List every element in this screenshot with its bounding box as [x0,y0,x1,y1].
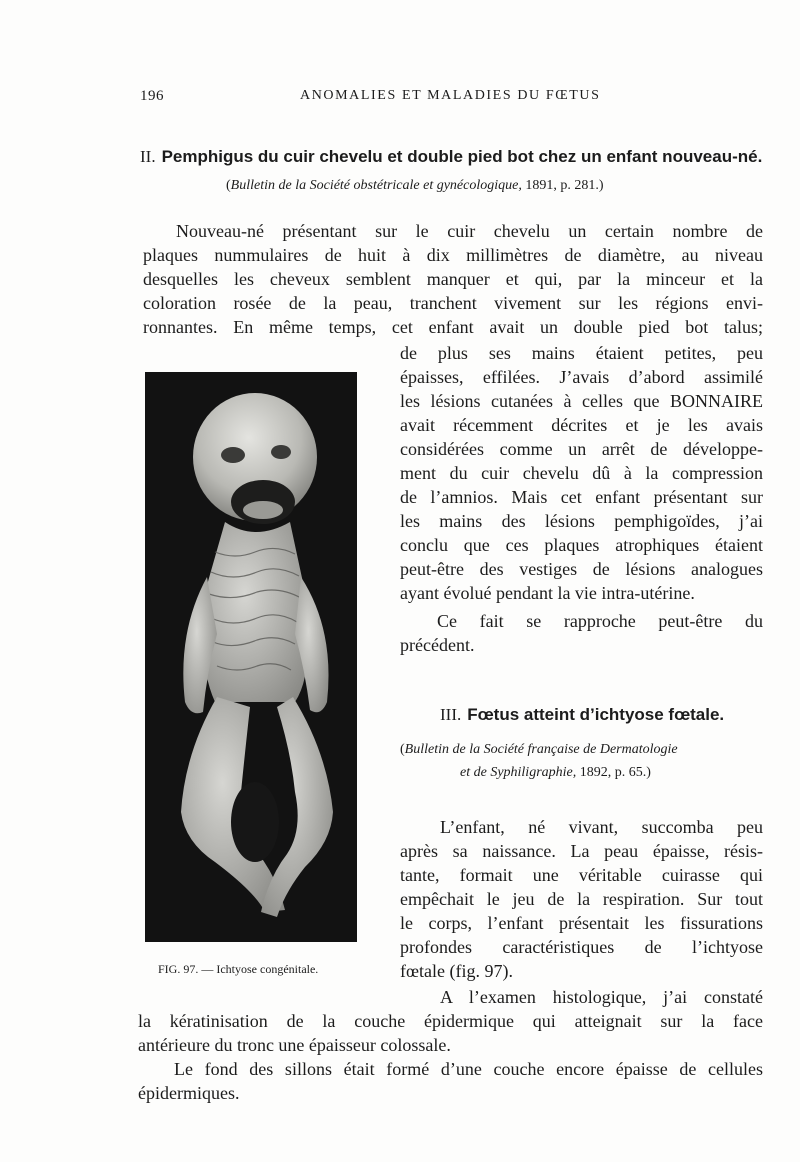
paragraph-line: fœtale (fig. 97). [400,961,513,981]
paragraph-line: après sa naissance. La peau épaisse, résis- [400,841,763,861]
paragraph-line: avait récemment décrites et je les avais [400,415,763,435]
figure-caption [158,962,318,977]
paragraph-line: tante, formait une véritable cuirasse qui [400,865,763,885]
section-ii-citation: (Bulletin de la Société obstétricale et gynécologique, 1891, p. 281.) [226,178,604,193]
fetus-photograph [145,372,357,942]
paragraph-line: desquelles les cheveux semblent manquer et qui, par la minceur et la [143,269,763,289]
section-iii-title: Fœtus atteint d’ichtyose fœtale. [467,705,725,724]
section-ii-citation-ref: 1891, p. 281. [521,178,599,193]
paragraph-line: profondes caractéristiques de l’ichtyose [400,937,763,957]
paragraph-line: ronnantes. En même temps, cet enfant avait un double pied bot talus; [143,317,763,337]
section-iii-number: III. [440,705,462,724]
paragraph-line: ayant évolué pendant la vie intra-utérine. [400,583,695,603]
figure-number: FIG. 97. [158,962,199,976]
section-iii-citation-line1: (Bulletin de la Société française de Dermatologie [400,742,678,757]
section-iii-citation-source: Bulletin de la Société française de Dermatologie [404,742,678,757]
paragraph-line: peut-être des vestiges de lésions analogues [400,559,763,579]
paragraph-line: A l’examen histologique, j’ai constaté [440,987,763,1007]
paragraph-line: la kératinisation de la couche épidermique qui atteignait sur la face [138,1011,763,1031]
figure-caption-text: — Ichtyose congénitale. [198,962,319,976]
paragraph-line: Nouveau-né présentant sur le cuir chevelu un certain nombre de [176,221,763,241]
paragraph-line: Le fond des sillons était formé d’une couche encore épaisse de cellules [174,1059,763,1079]
section-iii-citation-source-2: et de Syphiligraphie, [460,765,577,780]
section-iii-heading [440,705,724,725]
paragraph-line: le corps, l’enfant présentait les fissurations [400,913,763,933]
running-title: ANOMALIES ET MALADIES DU FŒTUS [300,88,601,103]
paragraph-line: épaisses, effilées. J’avais d’abord assimilé [400,367,763,387]
paragraph-line: considérées comme un arrêt de développe- [400,439,763,459]
paragraph-line: de plus ses mains étaient petites, peu [400,343,763,363]
paragraph-line: plaques nummulaires de huit à dix millimètres de diamètre, au niveau [143,245,763,265]
paragraph-line: coloration rosée de la peau, tranchent vivement sur les régions envi- [143,293,763,313]
page-number: 196 [140,88,164,104]
paragraph-line: Ce fait se rapproche peut-être du [437,611,763,631]
paragraph-line: les lésions cutanées à celles que BONNAIRE [400,391,763,411]
section-ii-title: Pemphigus du cuir chevelu et double pied bot chez un enfant nouveau-né. [161,147,763,166]
paragraph-line: antérieure du tronc une épaisseur colossale. [138,1035,451,1055]
section-ii-heading [140,147,762,167]
section-ii-number: II. [140,147,156,166]
section-iii-citation-line2: et de Syphiligraphie, 1892, p. 65.) [460,765,651,780]
paragraph-line: épidermiques. [138,1083,240,1103]
paragraph-line: conclu que ces plaques atrophiques étaient [400,535,763,555]
ichthyosis-fetus-image [145,372,357,942]
section-iii-citation-ref: 1892, p. 65. [576,765,647,780]
section-ii-citation-source: Bulletin de la Société obstétricale et gynécologique, [230,178,522,193]
paragraph-line: de l’amnios. Mais cet enfant présentant sur [400,487,763,507]
paragraph-line: ment du cuir chevelu dû à la compression [400,463,763,483]
paragraph-line: précédent. [400,635,475,655]
paragraph-line: empêchait le jeu de la respiration. Sur tout [400,889,763,909]
paragraph-line: les mains des lésions pemphigoïdes, j’ai [400,511,763,531]
paragraph-line: L’enfant, né vivant, succomba peu [440,817,763,837]
